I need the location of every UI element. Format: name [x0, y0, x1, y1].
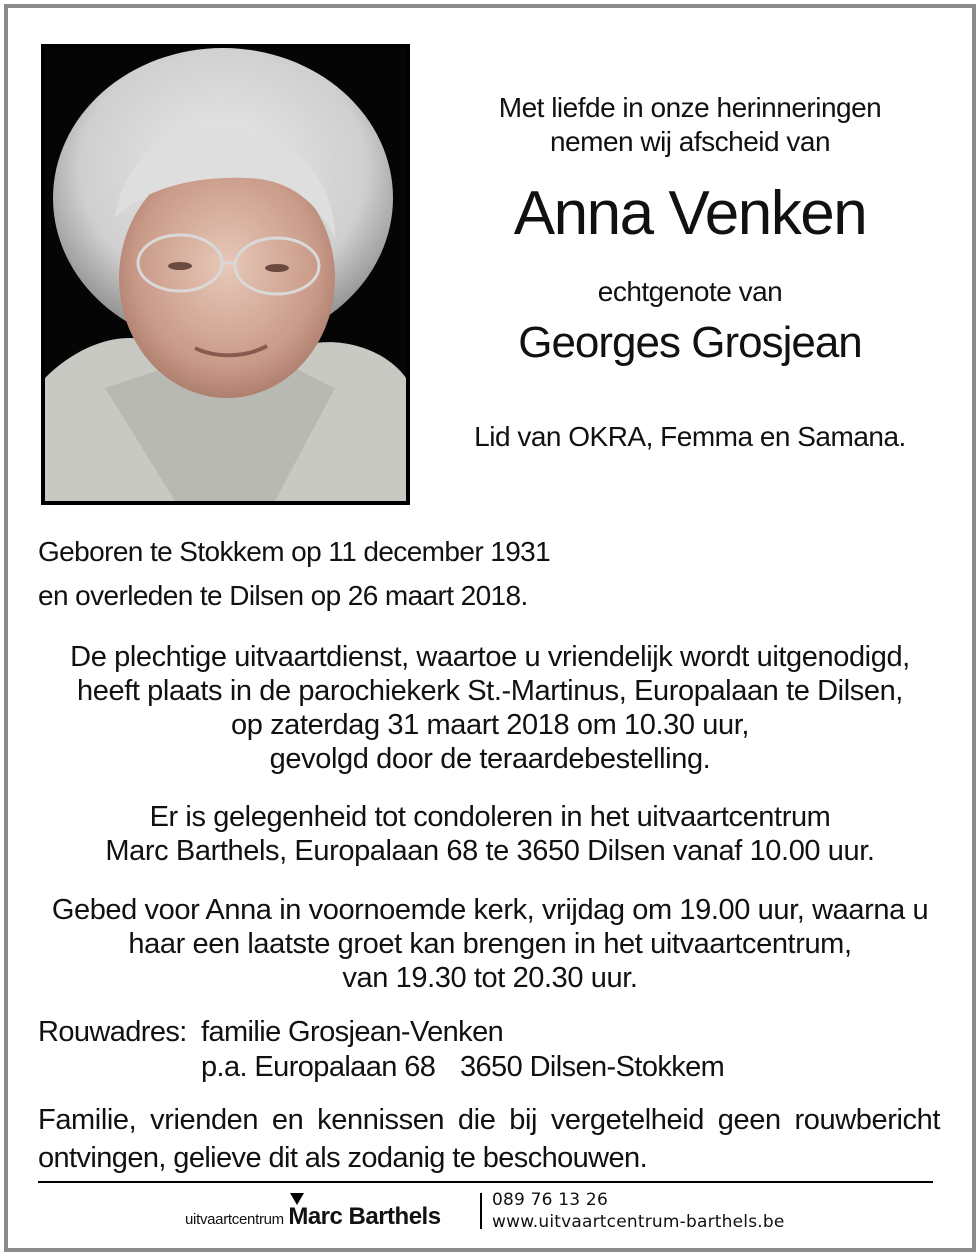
brand-name: Marc Barthels — [288, 1203, 441, 1230]
notice-line-1: Familie, vrienden en kennissen die bij vergetelheid geen rouwbericht — [38, 1104, 940, 1136]
address-city: 3650 Dilsen-Stokkem — [460, 1051, 725, 1083]
prayer-line-2: haar een laatste groet kan brengen in het uitvaartcentrum, — [128, 928, 852, 960]
condolence-block — [30, 800, 950, 868]
footer-separator — [480, 1193, 482, 1229]
address-label: Rouwadres: — [38, 1016, 187, 1048]
footer-website: www.uitvaartcentrum-barthels.be — [492, 1212, 785, 1232]
membership-block — [440, 421, 940, 453]
address-street: p.a. Europalaan 68 — [201, 1051, 436, 1083]
condolence-line-2: Marc Barthels, Europalaan 68 te 3650 Dilsen vanaf 10.00 uur. — [105, 835, 875, 867]
portrait-photo — [41, 44, 410, 505]
membership-text: Lid van OKRA, Femma en Samana. — [474, 421, 906, 452]
prayer-block — [30, 893, 950, 995]
service-line-1: De plechtige uitvaartdienst, waartoe u vriendelijk wordt uitgenodigd, — [70, 641, 910, 673]
intro-block — [440, 92, 940, 158]
intro-line-1: Met liefde in onze herinneringen — [498, 92, 882, 123]
died-line: en overleden te Dilsen op 26 maart 2018. — [38, 580, 528, 611]
portrait-image — [45, 48, 406, 501]
spouse-name: Georges Grosjean — [518, 318, 862, 367]
prayer-line-1: Gebed voor Anna in voornoemde kerk, vrijdag om 19.00 uur, waarna u — [51, 894, 929, 926]
footer-brand — [185, 1203, 441, 1231]
footer-phone: 089 76 13 26 — [492, 1190, 608, 1210]
deceased-name-block — [440, 178, 940, 249]
service-block — [30, 640, 950, 776]
spouse-name-block — [440, 318, 940, 368]
intro-line-2: nemen wij afscheid van — [549, 126, 831, 157]
condolence-line-1: Er is gelegenheid tot condoleren in het uitvaartcentrum — [149, 801, 831, 833]
notice-line-2: ontvingen, gelieve dit als zodanig te beschouwen. — [38, 1142, 648, 1174]
relation-block — [440, 276, 940, 308]
deceased-name: Anna Venken — [513, 179, 867, 248]
relation-text: echtgenote van — [597, 276, 783, 307]
born-line: Geboren te Stokkem op 11 december 1931 — [38, 536, 551, 567]
address-family: familie Grosjean-Venken — [201, 1016, 504, 1048]
service-line-4: gevolgd door de teraardebestelling. — [269, 743, 711, 775]
footer-rule — [38, 1181, 933, 1183]
prayer-line-3: van 19.30 tot 20.30 uur. — [342, 962, 638, 994]
service-line-3: op zaterdag 31 maart 2018 om 10.30 uur, — [230, 709, 750, 741]
service-line-2: heeft plaats in de parochiekerk St.-Martinus, Europalaan te Dilsen, — [77, 675, 903, 707]
brand-prefix: uitvaartcentrum — [185, 1211, 284, 1228]
